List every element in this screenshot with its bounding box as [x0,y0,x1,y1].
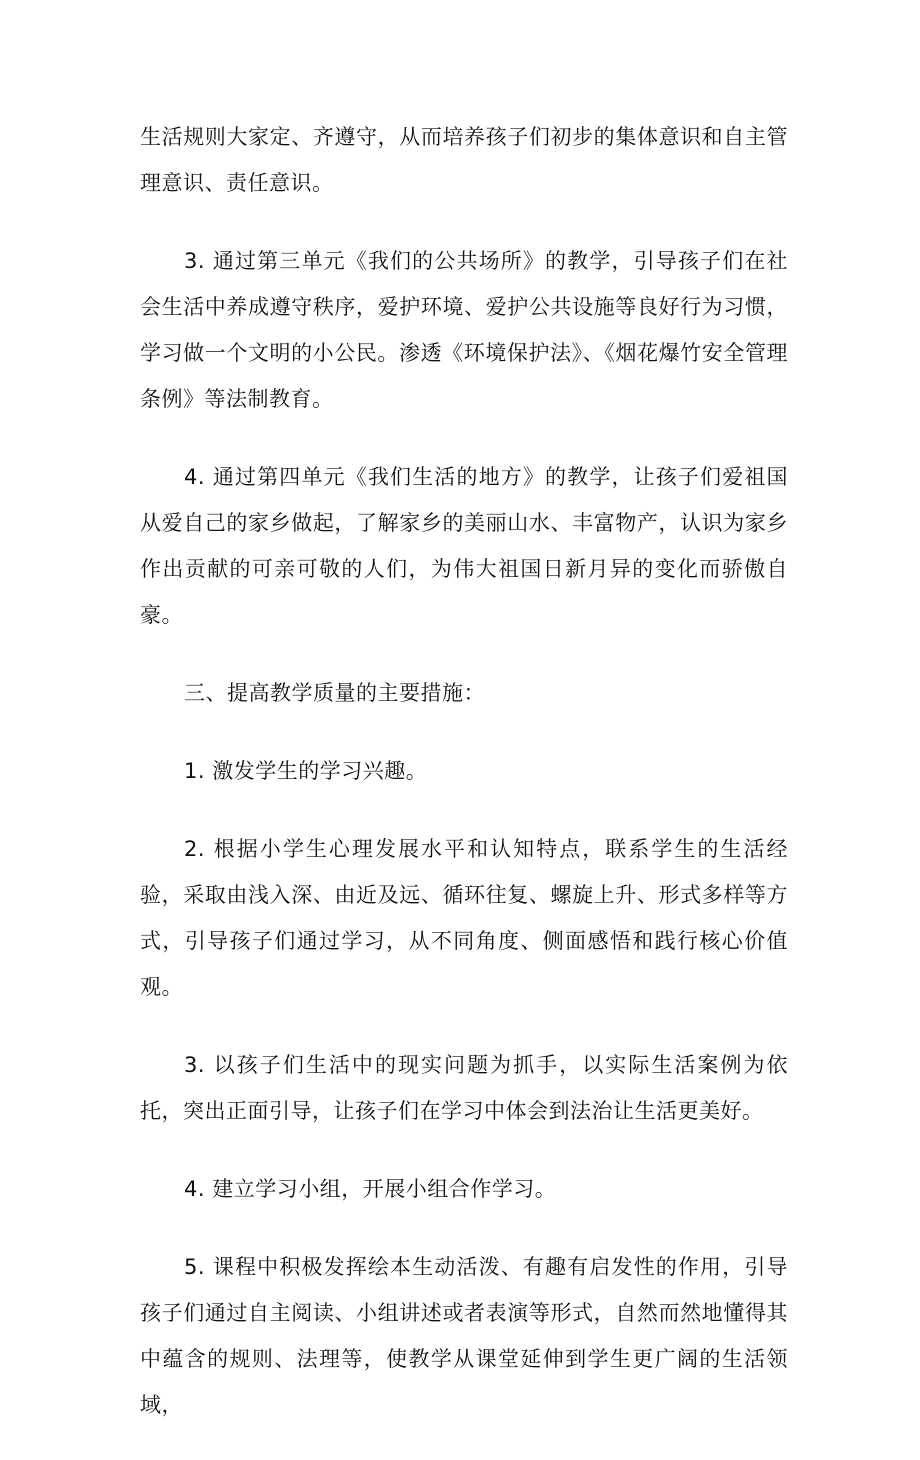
paragraph-measure-2: 2. 根据小学生心理发展水平和认知特点，联系学生的生活经验，采取由浅入深、由近及远、循环往复、螺旋上升、形式多样等方式，引导孩子们通过学习，从不同角度、侧面感悟和践行核心价值观。 [140,837,788,999]
paragraph-measure-3: 3. 以孩子们生活中的现实问题为抓手，以实际生活案例为依托，突出正面引导，让孩子们在学习中体会到法治让生活更美好。 [140,1053,788,1123]
paragraph-continued-rules: 生活规则大家定、齐遵守，从而培养孩子们初步的集体意识和自主管理意识、责任意识。 [140,125,788,195]
paragraph-unit-three: 3. 通过第三单元《我们的公共场所》的教学，引导孩子们在社会生活中养成遵守秩序，爱护环境、爱护公共设施等良好行为习惯，学习做一个文明的小公民。渗透《环境保护法》、《烟花爆竹安全管理条例》等法制教育。 [140,249,788,411]
section-heading-measures: 三、提高教学质量的主要措施： [184,681,485,705]
paragraph-unit-four: 4. 通过第四单元《我们生活的地方》的教学，让孩子们爱祖国从爱自己的家乡做起，了解家乡的美丽山水、丰富物产，认识为家乡作出贡献的可亲可敬的人们，为伟大祖国日新月异的变化而骄傲自豪。 [140,465,788,627]
paragraph-measure-5: 5. 课程中积极发挥绘本生动活泼、有趣有启发性的作用，引导孩子们通过自主阅读、小组讲述或者表演等形式，自然而然地懂得其中蕴含的规则、法理等，使教学从课堂延伸到学生更广阔的生活领域， [140,1255,788,1417]
paragraph-measure-1: 1. 激发学生的学习兴趣。 [184,759,428,783]
document-body [140,114,788,1460]
paragraph-measure-4: 4. 建立学习小组，开展小组合作学习。 [184,1177,557,1201]
